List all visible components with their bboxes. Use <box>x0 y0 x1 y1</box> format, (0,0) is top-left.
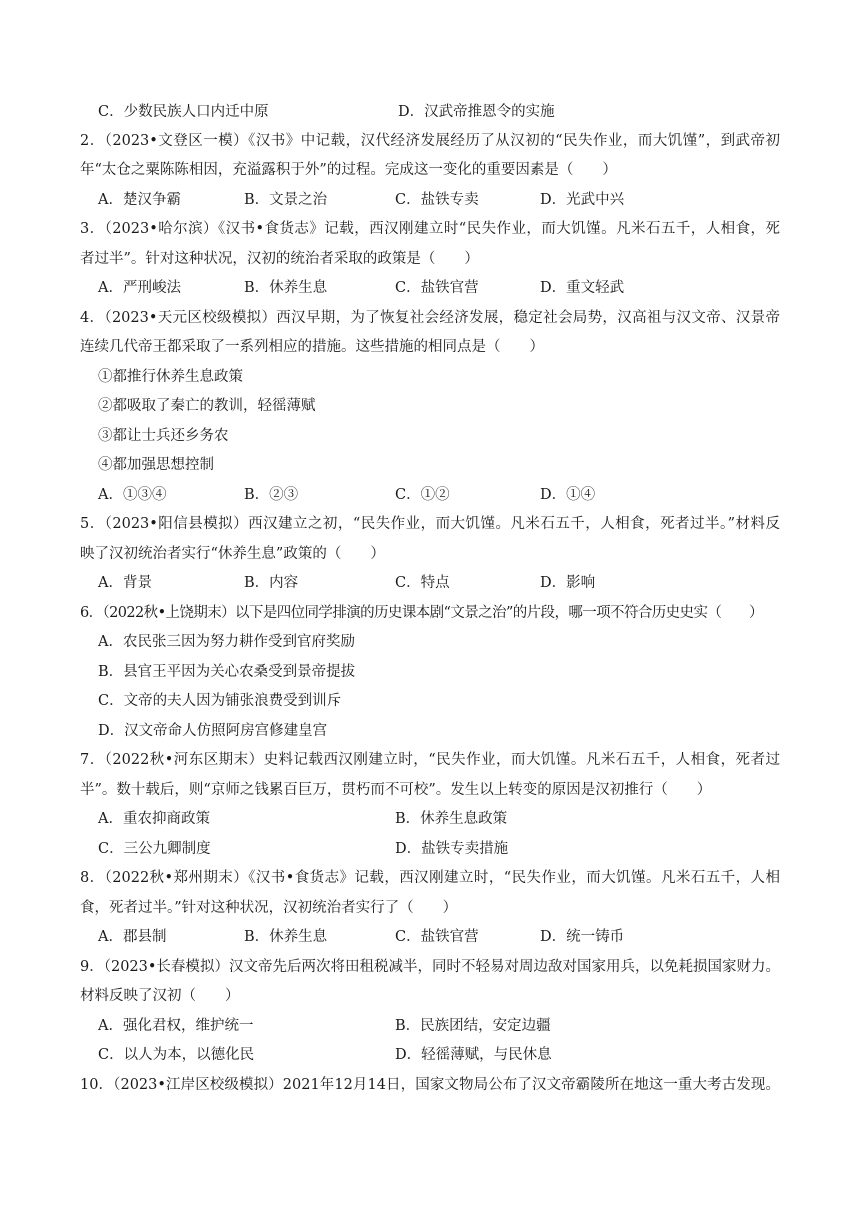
question-2-stem-line-1: 2．（2023•文登区一模）《汉书》中记载，汉代经济发展经历了从汉初的“民失作业，而大饥馑”，到武帝初 <box>80 133 780 149</box>
option-c[interactable]: C．①② <box>395 487 450 503</box>
question-4-stem-line-1: 4．（2023•天元区校级模拟）西汉早期，为了恢复社会经济发展，稳定社会局势，汉高祖与汉文帝、汉景帝 <box>80 310 780 326</box>
option-b[interactable]: B．文景之治 <box>244 192 328 208</box>
option-b[interactable]: B．县官王平因为关心农桑受到景帝提拔 <box>98 664 356 680</box>
q4-item-4: ④都加强思想控制 <box>98 457 214 473</box>
question-8-stem-line-1: 8．（2022秋•郑州期末）《汉书•食货志》记载，西汉刚建立时，“民失作业，而大饥馑。凡米石五千，人相 <box>80 870 780 886</box>
question-9-stem-line-1: 9．（2023•长春模拟）汉文帝先后两次将田租税减半，同时不轻易对周边敌对国家用兵，以免耗损国家财力。 <box>80 959 780 975</box>
q7-options-row-1 <box>98 808 798 830</box>
option-d[interactable]: D．统一铸币 <box>540 929 625 945</box>
option-d[interactable]: D．光武中兴 <box>540 192 625 208</box>
q4-item-3: ③都让士兵还乡务农 <box>98 428 229 444</box>
option-c[interactable]: C．三公九卿制度 <box>98 841 211 857</box>
option-a[interactable]: A．楚汉争霸 <box>98 192 181 208</box>
q9-options-row-1 <box>98 1015 798 1037</box>
q2-options-row <box>98 189 798 211</box>
option-d[interactable]: D．①④ <box>540 487 596 503</box>
option-c[interactable]: C．盐铁官营 <box>395 929 479 945</box>
question-8-stem-line-2: 食，死者过半。”针对这种状况，汉初统治者实行了（ ） <box>80 900 458 916</box>
question-7-stem-line-2: 半”。数十载后，则“京师之钱累百巨万，贯朽而不可校”。发生以上转变的原因是汉初推行（ ） <box>80 782 712 798</box>
q4-options-row <box>98 484 798 506</box>
option-c[interactable]: C．盐铁官营 <box>395 280 479 296</box>
option-a[interactable]: A．农民张三因为努力耕作受到官府奖励 <box>98 634 355 650</box>
option-c[interactable]: C．以人为本，以德化民 <box>98 1047 255 1063</box>
question-2-stem-line-2: 年“太仓之粟陈陈相因，充溢露积于外”的过程。完成这一变化的重要因素是（ ） <box>80 162 617 178</box>
q1-options-row <box>98 101 798 123</box>
question-4-stem-line-2: 连续几代帝王都采取了一系列相应的措施。这些措施的相同点是（ ） <box>80 339 544 355</box>
option-c[interactable]: C．少数民族人口内迁中原 <box>98 104 269 120</box>
question-9-stem-line-2: 材料反映了汉初（ ） <box>80 988 240 1004</box>
option-d[interactable]: D．汉文帝命人仿照阿房宫修建皇宫 <box>98 723 328 739</box>
q3-options-row <box>98 277 798 299</box>
option-b[interactable]: B．②③ <box>244 487 299 503</box>
q4-item-2: ②都吸取了秦亡的教训，轻徭薄赋 <box>98 398 316 414</box>
question-7-stem-line-1: 7．（2022秋•河东区期末）史料记载西汉刚建立时，“民失作业，而大饥馑。凡米石五千，人相食，死者过 <box>80 752 780 768</box>
option-a[interactable]: A．背景 <box>98 575 152 591</box>
option-d[interactable]: D．影响 <box>540 575 596 591</box>
question-5-stem-line-1: 5．（2023•阳信县模拟）西汉建立之初，“民失作业，而大饥馑。凡米石五千，人相食，死者过半。”材料反 <box>80 516 780 532</box>
q8-options-row <box>98 926 798 948</box>
option-c[interactable]: C．盐铁专卖 <box>395 192 479 208</box>
option-a[interactable]: A．①③④ <box>98 487 167 503</box>
option-d[interactable]: D．轻徭薄赋，与民休息 <box>395 1047 552 1063</box>
option-c[interactable]: C．特点 <box>395 575 450 591</box>
question-10-stem-line-1: 10．（2023•江岸区校级模拟）2021年12月14日，国家文物局公布了汉文帝霸陵所在地这一重大考古发现。 <box>80 1077 780 1093</box>
question-3-stem-line-1: 3．（2023•哈尔滨）《汉书•食货志》记载，西汉刚建立时“民失作业，而大饥馑。凡米石五千，人相食，死 <box>80 221 780 237</box>
option-b[interactable]: B．休养生息政策 <box>395 811 508 827</box>
option-d[interactable]: D．重文轻武 <box>540 280 625 296</box>
option-a[interactable]: A．重农抑商政策 <box>98 811 210 827</box>
q5-options-row <box>98 572 798 594</box>
question-6-stem-line-1: 6．（2022秋•上饶期末）以下是四位同学排演的历史课本剧“文景之治”的片段，哪一项不符合历史史实（ ） <box>80 605 763 621</box>
option-c[interactable]: C．文帝的夫人因为铺张浪费受到训斥 <box>98 693 342 709</box>
question-5-stem-line-2: 映了汉初统治者实行“休养生息”政策的（ ） <box>80 546 385 562</box>
q4-item-1: ①都推行休养生息政策 <box>98 369 243 385</box>
option-a[interactable]: A．严刑峻法 <box>98 280 181 296</box>
option-b[interactable]: B．休养生息 <box>244 280 328 296</box>
option-b[interactable]: B．内容 <box>244 575 299 591</box>
option-a[interactable]: A．强化君权，维护统一 <box>98 1018 254 1034</box>
option-b[interactable]: B．休养生息 <box>244 929 328 945</box>
question-3-stem-line-2: 者过半”。针对这种状况，汉初的统治者采取的政策是（ ） <box>80 251 479 267</box>
option-d[interactable]: D．盐铁专卖措施 <box>395 841 509 857</box>
option-d[interactable]: D．汉武帝推恩令的实施 <box>398 104 555 120</box>
q7-options-row-2 <box>98 838 798 860</box>
option-b[interactable]: B．民族团结，安定边疆 <box>395 1018 551 1034</box>
option-a[interactable]: A．郡县制 <box>98 929 167 945</box>
q9-options-row-2 <box>98 1044 798 1066</box>
